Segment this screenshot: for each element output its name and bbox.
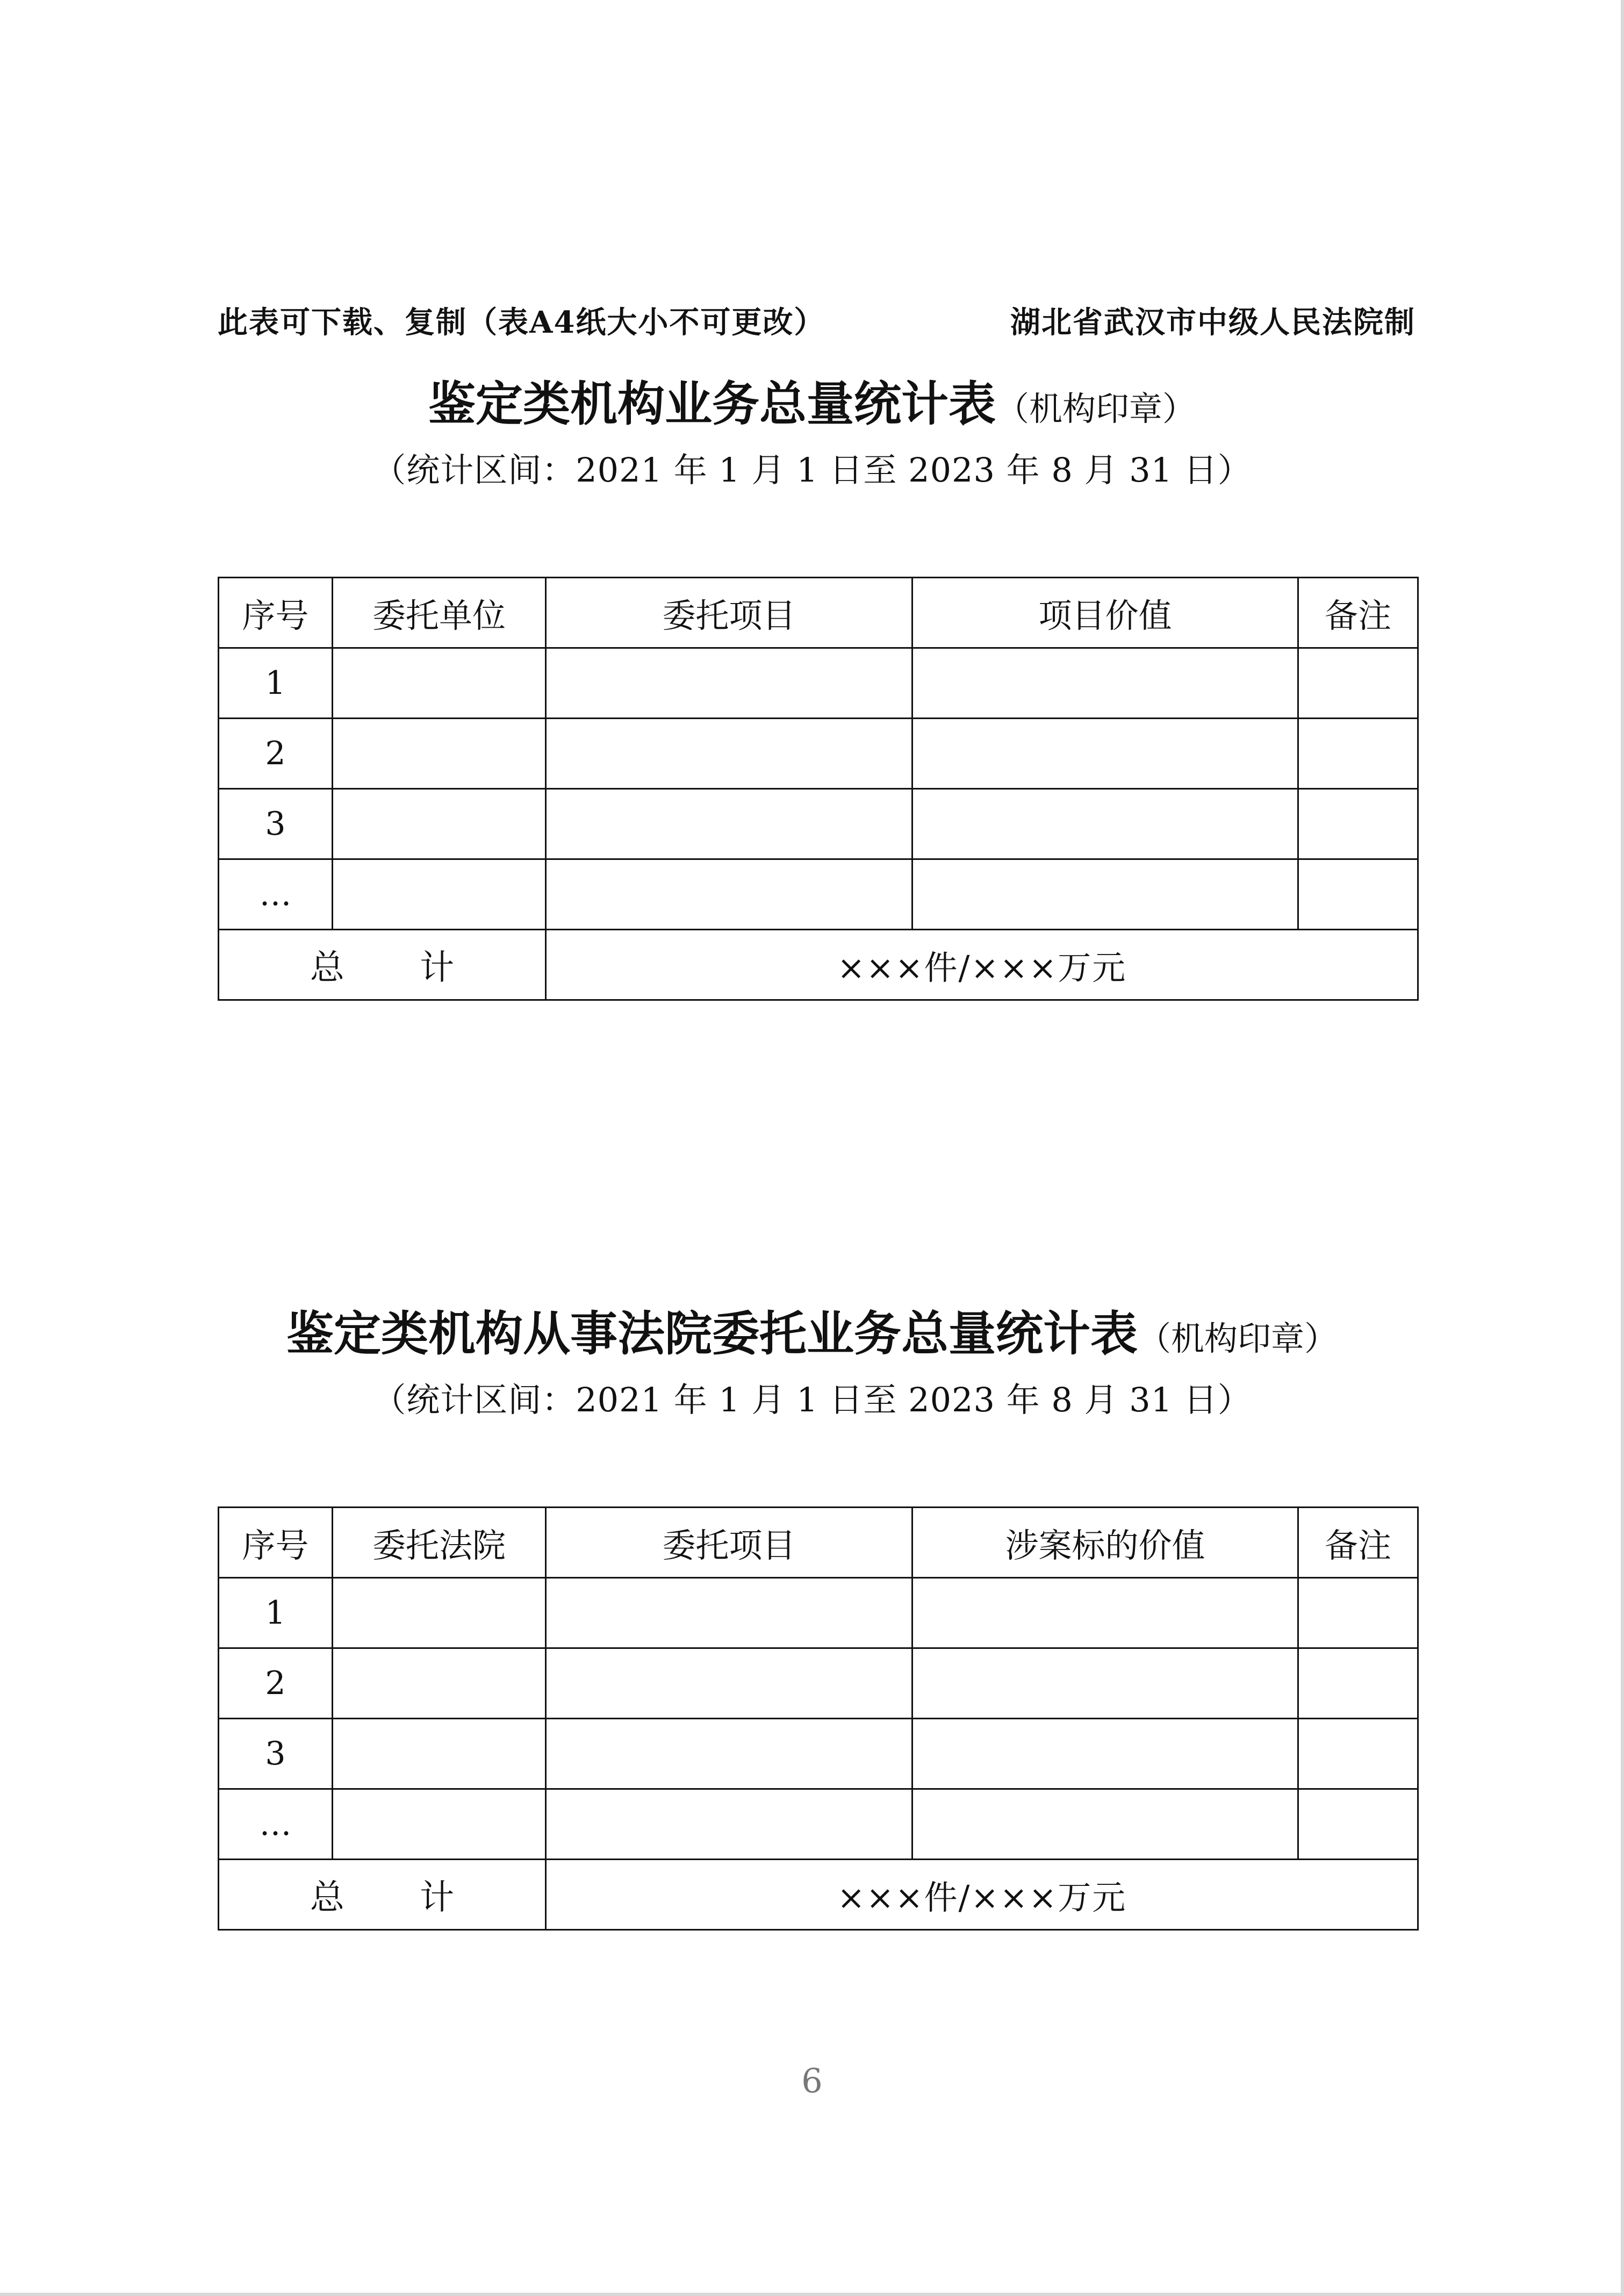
page-number: 6 xyxy=(801,2061,823,2100)
cell-empty xyxy=(912,719,1298,789)
row-seq: 2 xyxy=(219,719,333,789)
table-row xyxy=(219,859,1418,930)
table2 xyxy=(218,1506,1419,1931)
table-row xyxy=(219,1789,1418,1860)
cell-empty xyxy=(333,1578,546,1648)
cell-empty xyxy=(1298,859,1418,930)
cell-empty xyxy=(333,789,546,859)
cell-empty xyxy=(333,648,546,719)
row-seq: 1 xyxy=(219,1578,333,1648)
table1-seal-note: （机构印章） xyxy=(996,389,1196,428)
cell-empty xyxy=(333,1719,546,1789)
table-row xyxy=(219,648,1418,719)
cell-empty xyxy=(546,648,912,719)
table-row xyxy=(219,789,1418,859)
table2-title-text: 鉴定类机构从事法院委托业务总量统计表 xyxy=(286,1306,1138,1361)
cell-empty xyxy=(912,859,1298,930)
table1-total-row xyxy=(219,930,1418,1000)
cell-empty xyxy=(1298,1578,1418,1648)
row-seq: 3 xyxy=(219,1719,333,1789)
cell-empty xyxy=(1298,1719,1418,1789)
page-edge-bottom xyxy=(0,2293,1624,2296)
table2-seal-note: （机构印章） xyxy=(1138,1319,1338,1358)
cell-empty xyxy=(912,789,1298,859)
header-left-note: 此表可下载、复制（表A4纸大小不可更改） xyxy=(218,305,825,340)
table2-total-row xyxy=(219,1860,1418,1930)
cell-empty xyxy=(546,1789,912,1860)
cell-empty xyxy=(333,859,546,930)
page-edge-right xyxy=(1621,0,1624,2296)
table1-title-text: 鉴定类机构业务总量统计表 xyxy=(428,376,996,432)
cell-empty xyxy=(546,1648,912,1719)
table1-title xyxy=(0,369,1624,453)
table1-col-value: 项目价值 xyxy=(912,578,1298,648)
cell-empty xyxy=(333,719,546,789)
row-seq: … xyxy=(219,1789,333,1860)
cell-empty xyxy=(546,859,912,930)
cell-empty xyxy=(912,1789,1298,1860)
row-seq: … xyxy=(219,859,333,930)
cell-empty xyxy=(1298,1789,1418,1860)
table1-period: （统计区间：2021 年 1 月 1 日至 2023 年 8 月 31 日） xyxy=(372,450,1252,490)
cell-empty xyxy=(912,648,1298,719)
table-row xyxy=(219,1578,1418,1648)
cell-empty xyxy=(333,1648,546,1719)
row-seq: 3 xyxy=(219,789,333,859)
row-seq: 1 xyxy=(219,648,333,719)
table2-col-remark: 备注 xyxy=(1298,1508,1418,1578)
table-row xyxy=(219,1719,1418,1789)
cell-empty xyxy=(546,789,912,859)
table1-col-unit: 委托单位 xyxy=(333,578,546,648)
cell-empty xyxy=(912,1719,1298,1789)
table-row xyxy=(219,719,1418,789)
cell-empty xyxy=(546,719,912,789)
table2-title xyxy=(0,1299,1624,1382)
table2-col-court: 委托法院 xyxy=(333,1508,546,1578)
row-seq: 2 xyxy=(219,1648,333,1719)
cell-empty xyxy=(333,1789,546,1860)
cell-empty xyxy=(1298,789,1418,859)
table1-header-row xyxy=(219,578,1418,648)
table2-col-item: 委托项目 xyxy=(546,1508,912,1578)
header-right-note: 湖北省武汉市中级人民法院制 xyxy=(1010,305,1415,340)
table-row xyxy=(219,1648,1418,1719)
cell-empty xyxy=(546,1719,912,1789)
table1-col-seq: 序号 xyxy=(219,578,333,648)
cell-empty xyxy=(912,1578,1298,1648)
table1-total-value: ×××件/×××万元 xyxy=(546,930,1418,1000)
table2-total-label: 总 计 xyxy=(219,1860,546,1930)
table2-col-value: 涉案标的价值 xyxy=(912,1508,1298,1578)
table2-total-value: ×××件/×××万元 xyxy=(546,1860,1418,1930)
table1-col-remark: 备注 xyxy=(1298,578,1418,648)
table2-col-seq: 序号 xyxy=(219,1508,333,1578)
cell-empty xyxy=(546,1578,912,1648)
cell-empty xyxy=(912,1648,1298,1719)
cell-empty xyxy=(1298,648,1418,719)
table1 xyxy=(218,577,1419,1001)
table2-period: （统计区间：2021 年 1 月 1 日至 2023 年 8 月 31 日） xyxy=(372,1380,1252,1419)
table1-col-item: 委托项目 xyxy=(546,578,912,648)
cell-empty xyxy=(1298,719,1418,789)
table1-total-label: 总 计 xyxy=(219,930,546,1000)
cell-empty xyxy=(1298,1648,1418,1719)
table2-header-row xyxy=(219,1508,1418,1578)
